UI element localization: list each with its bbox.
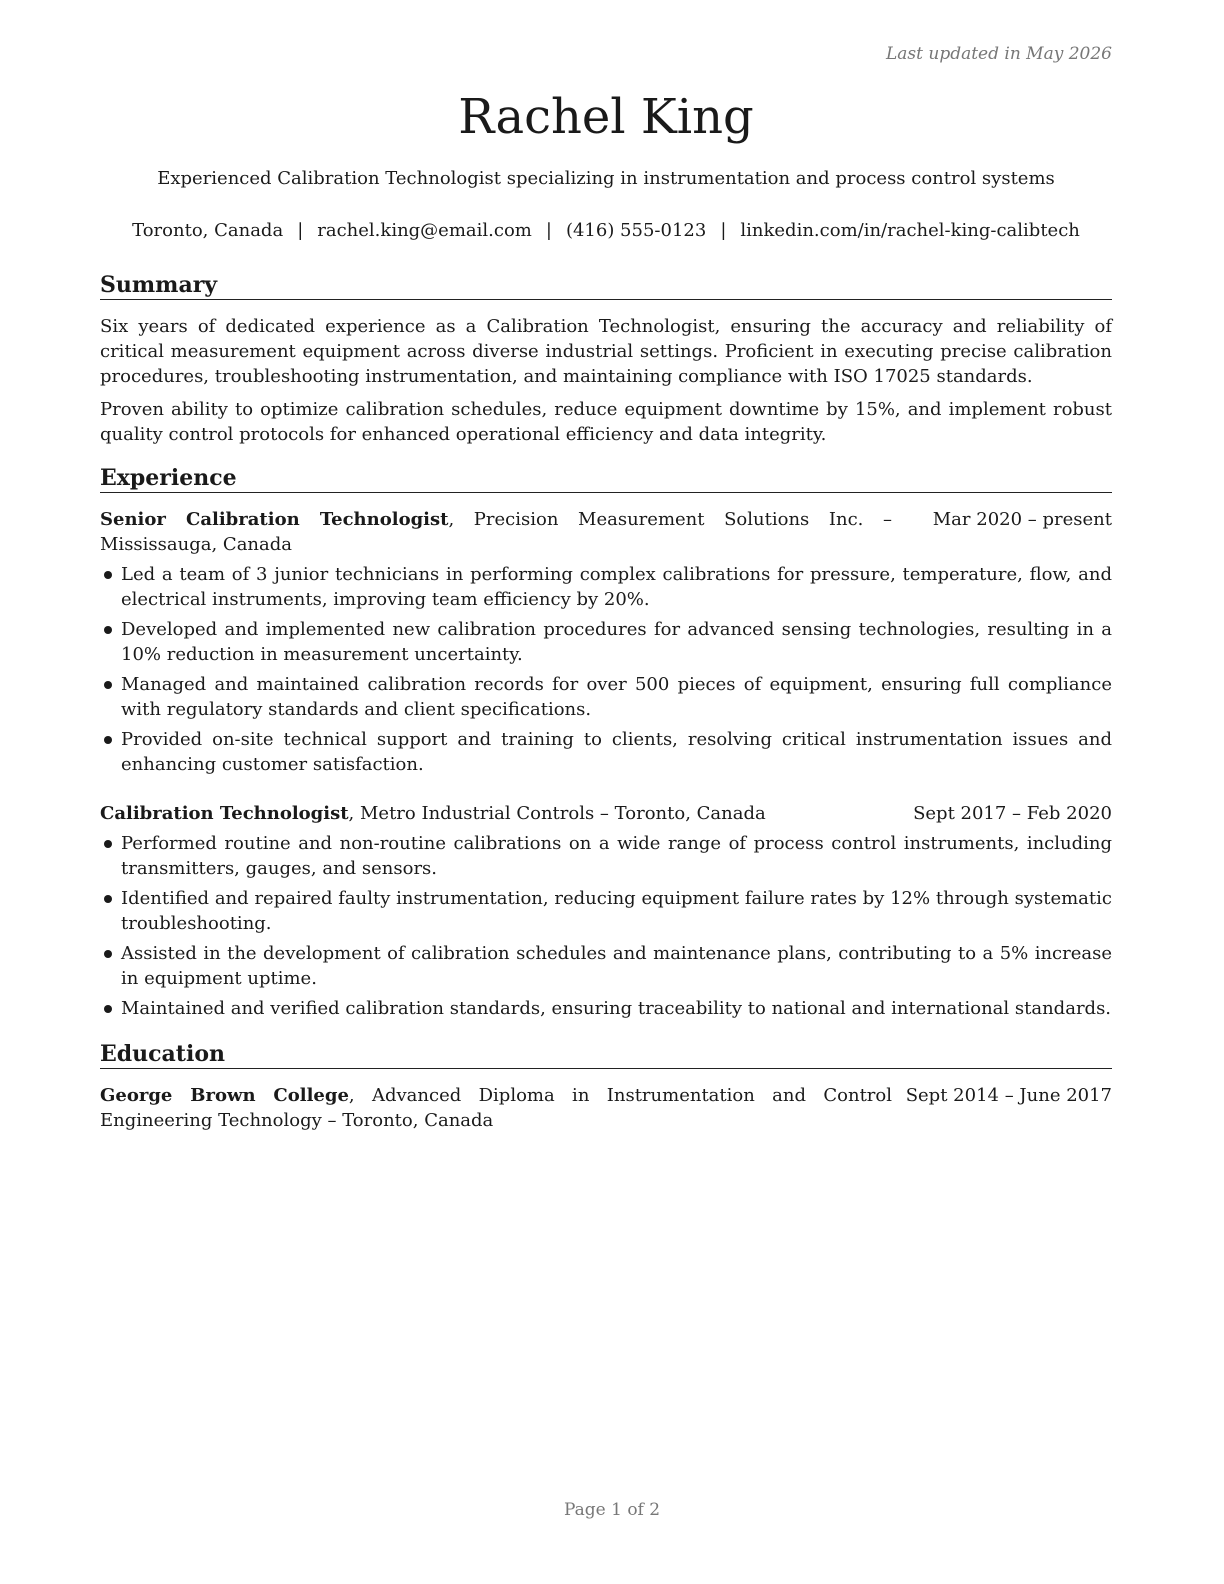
job-title: Senior Calibration Technologist: [100, 509, 449, 530]
experience-section: [100, 465, 1112, 1021]
summary-heading: Summary: [100, 272, 1112, 300]
education-section: [100, 1041, 1112, 1133]
last-updated-note: Last updated in May 2026: [885, 44, 1112, 64]
job-bullet: Developed and implemented new calibration procedures for advanced sensing technologies, resulting in a 10% reduction in measurement uncertainty.: [100, 617, 1112, 667]
job-bullet: Identified and repaired faulty instrumentation, reducing equipment failure rates by 12% through systematic troubleshooting.: [100, 886, 1112, 936]
job-bullet: Maintained and verified calibration standards, ensuring traceability to national and international standards.: [100, 996, 1112, 1021]
job-bullet: Led a team of 3 junior technicians in performing complex calibrations for pressure, temperature, flow, and electrical instruments, improving team efficiency by 20%.: [100, 562, 1112, 612]
contact-location: Toronto, Canada: [132, 220, 284, 241]
summary-section: [100, 272, 1112, 447]
job-bullets: [100, 831, 1112, 1021]
job-dates: Mar 2020 – present: [932, 509, 1112, 530]
school-name: George Brown College: [100, 1085, 349, 1106]
job-entry: [100, 507, 1112, 777]
education-detail: , Advanced Diploma in Instrumentation and Control Engineering Technology – Toronto, Canada: [100, 1085, 892, 1131]
job-bullets: [100, 562, 1112, 777]
page-number: Page 1 of 2: [563, 1500, 661, 1520]
education-entry: [100, 1083, 1112, 1133]
job-company: , Precision Measurement Solutions Inc. – Mississauga, Canada: [100, 509, 892, 555]
job-title: Calibration Technologist: [100, 803, 349, 824]
education-heading: Education: [100, 1041, 1112, 1069]
candidate-name: Rachel King: [458, 89, 754, 145]
summary-paragraph: Proven ability to optimize calibration schedules, reduce equipment downtime by 15%, and implement robust quality control protocols for enhanced operational efficiency and data integrity.: [100, 399, 1112, 445]
contact-email[interactable]: rachel.king@email.com: [317, 220, 532, 241]
contact-phone[interactable]: (416) 555-0123: [565, 220, 707, 241]
candidate-tagline: Experienced Calibration Technologist specializing in instrumentation and process control systems: [157, 168, 1055, 189]
contact-separator: |: [545, 220, 552, 241]
job-header: [100, 801, 1112, 826]
summary-paragraph: Six years of dedicated experience as a Calibration Technologist, ensuring the accuracy and reliability of critical measurement equipment across diverse industrial settings. Proficient in executing precise calibration procedures, troubleshooting instrumentation, and maintaining compliance with ISO 17025 standards.: [100, 316, 1112, 387]
contact-linkedin[interactable]: linkedin.com/in/rachel-king-calibtech: [740, 220, 1080, 241]
job-header: [100, 507, 1112, 557]
job-bullet: Managed and maintained calibration records for over 500 pieces of equipment, ensuring full compliance with regulatory standards and client specifications.: [100, 672, 1112, 722]
contact-line: [100, 219, 1112, 243]
job-bullet: Performed routine and non-routine calibrations on a wide range of process control instruments, including transmitters, gauges, and sensors.: [100, 831, 1112, 881]
job-bullet: Assisted in the development of calibration schedules and maintenance plans, contributing to a 5% increase in equipment uptime.: [100, 941, 1112, 991]
job-dates: Sept 2017 – Feb 2020: [913, 803, 1112, 824]
job-bullet: Provided on-site technical support and training to clients, resolving critical instrumentation issues and enhancing customer satisfaction.: [100, 727, 1112, 777]
contact-separator: |: [297, 220, 304, 241]
contact-separator: |: [720, 220, 727, 241]
experience-heading: Experience: [100, 465, 1112, 493]
education-dates: Sept 2014 – June 2017: [905, 1085, 1112, 1106]
job-entry: [100, 801, 1112, 1021]
job-company: , Metro Industrial Controls – Toronto, Canada: [348, 803, 766, 824]
